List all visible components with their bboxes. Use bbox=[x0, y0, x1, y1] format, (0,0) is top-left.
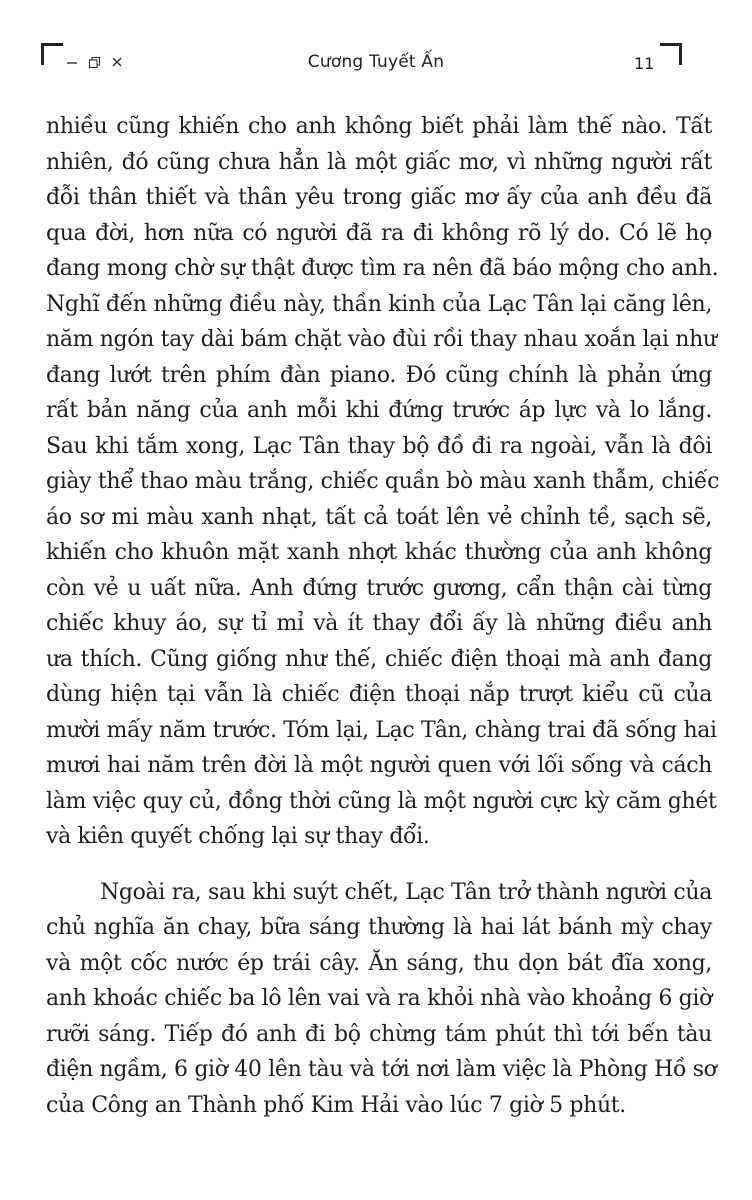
text-line: dùng hiện tại vẫn là chiếc điện thoại nắp trượt kiểu cũ của bbox=[46, 682, 712, 707]
page-number: 11 bbox=[634, 54, 655, 73]
text-line: anh khoác chiếc ba lô lên vai và ra khỏi nhà vào khoảng 6 giờ bbox=[46, 986, 712, 1011]
text-line: ưa thích. Cũng giống như thế, chiếc điện thoại mà anh đang bbox=[46, 646, 712, 672]
corner-mark-right-icon bbox=[660, 43, 682, 65]
paragraph-gap bbox=[46, 855, 712, 875]
text-line: áo sơ mi màu xanh nhạt, tất cả toát lên vẻ chỉnh tề, sạch sẽ, bbox=[46, 504, 712, 530]
text-line: mười mấy năm trước. Tóm lại, Lạc Tân, chàng trai đã sống hai bbox=[46, 717, 717, 743]
paragraph bbox=[46, 109, 720, 855]
text-line-last: của Công an Thành phố Kim Hải vào lúc 7 giờ 5 phút. bbox=[46, 1092, 626, 1118]
text-line: đỗi thân thiết và thân yêu trong giấc mơ ấy của anh đều đã bbox=[46, 185, 712, 210]
text-line: đang lướt trên phím đàn piano. Đó cũng chính là phản ứng bbox=[46, 362, 712, 388]
body-text bbox=[46, 109, 720, 1123]
text-line: giày thể thao màu trắng, chiếc quần bò màu xanh thẫm, chiếc bbox=[46, 469, 720, 494]
text-line: mươi hai năm trên đời là một người quen với lối sống và cách bbox=[46, 753, 712, 778]
text-line: chiếc khuy áo, sự tỉ mỉ và ít thay đổi ấy là những điều anh bbox=[46, 611, 712, 636]
text-line: Sau khi tắm xong, Lạc Tân thay bộ đồ đi ra ngoài, vẫn là đôi bbox=[46, 433, 712, 459]
text-line-last: và kiên quyết chống lại sự thay đổi. bbox=[46, 824, 430, 849]
text-line: làm việc quy củ, đồng thời cũng là một người cực kỳ căm ghét bbox=[46, 788, 717, 814]
text-line: Nghĩ đến những điều này, thần kinh của Lạc Tân lại căng lên, bbox=[46, 291, 712, 317]
text-line: năm ngón tay dài bám chặt vào đùi rồi thay nhau xoắn lại như bbox=[46, 327, 717, 352]
text-line: qua đời, hơn nữa có người đã ra đi không rõ lý do. Có lẽ họ bbox=[46, 220, 712, 246]
text-line: và một cốc nước ép trái cây. Ăn sáng, thu dọn bát đĩa xong, bbox=[46, 950, 712, 976]
book-title: Cương Tuyết Ấn bbox=[307, 52, 445, 72]
text-line: còn vẻ u uất nữa. Anh đứng trước gương, cẩn thận cài từng bbox=[46, 575, 712, 601]
text-line: đang mong chờ sự thật được tìm ra nên đã báo mộng cho anh. bbox=[46, 256, 719, 281]
text-line: nhiều cũng khiến cho anh không biết phải làm thế nào. Tất bbox=[46, 114, 712, 139]
text-line-first: Ngoài ra, sau khi suýt chết, Lạc Tân trở thành người của bbox=[100, 879, 712, 905]
text-line: nhiên, đó cũng chưa hẳn là một giấc mơ, vì những người rất bbox=[46, 149, 712, 175]
text-line: rưỡi sáng. Tiếp đó anh đi bộ chừng tám phút thì tới bến tàu bbox=[46, 1021, 712, 1047]
text-line: chủ nghĩa ăn chay, bữa sáng thường là hai lát bánh mỳ chay bbox=[46, 915, 712, 940]
page-header bbox=[0, 0, 752, 100]
text-line: điện ngầm, 6 giờ 40 lên tàu và tới nơi làm việc là Phòng Hồ sơ bbox=[46, 1057, 717, 1082]
text-line: rất bản năng của anh mỗi khi đứng trước áp lực và lo lắng. bbox=[46, 398, 712, 423]
text-line: khiến cho khuôn mặt xanh nhợt khác thường của anh không bbox=[46, 540, 712, 565]
paragraph bbox=[46, 875, 717, 1124]
